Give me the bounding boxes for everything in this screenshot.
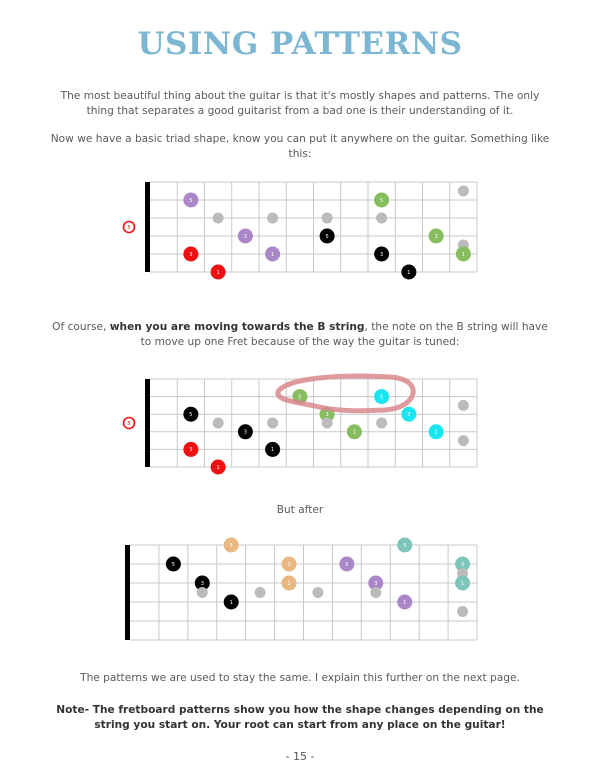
fretboard-nut [125,545,130,640]
note-dot-label: 5 [380,197,384,204]
fretboard-diagram-3 [0,535,600,645]
note-dot-gray [322,418,333,429]
note-dot-gray [267,418,278,429]
note-dot-label: 1 [352,429,356,436]
note-dot-label: 5 [189,412,193,418]
note-dot-label: 3 [460,561,465,568]
note-dot-gray [197,587,208,598]
page-number: - 15 - [285,750,315,763]
note-dot-label: 1 [216,464,220,471]
note-dot-gray [376,418,387,429]
fretboard-nut [145,182,150,272]
note-dot-label: 3 [434,233,438,240]
note-dot-label: 5 [298,394,302,401]
note-dot-gray [458,400,469,411]
note-dot-gray [376,213,387,224]
note-dot-label: 5 [189,197,193,204]
note-dot-gray [213,418,224,429]
note-dot-label: 1 [287,580,291,587]
fretboard-diagram-2 [0,370,600,480]
note-dot-gray [370,587,381,598]
note-dot-label: 5 [325,233,329,240]
note-dot-label: 5 [403,542,407,549]
note-dot-label: 1 [216,269,220,276]
note-dot-gray [255,587,266,598]
note-dot-label: 1 [271,251,275,258]
note-dot-label: 1 [403,599,407,606]
note-dot-label: 1 [461,251,465,258]
note-dot-label: 3 [287,561,291,568]
note-dot-label: 3 [243,429,247,436]
b-string-paragraph [50,320,550,350]
patterns-same-text: The patterns we are used to stay the same. I explain this further on the next page. [80,672,520,684]
but-after-text: But after [276,504,324,516]
note-dot-label: 5 [380,394,384,401]
note-dot-label: 5 [229,542,233,549]
note-dot-label: 1 [407,269,411,276]
intro-paragraph-2: Now we have a basic triad shape, know you can put it anywhere on the guitar. Something like this: [50,133,550,160]
root-marker-label: 5 [127,420,131,427]
b-string-text-prefix: Of course, [52,321,110,333]
note-dot-label: 3 [380,251,384,258]
fretboard-diagram-1 [0,175,600,285]
note-dot-label: 3 [189,251,193,258]
note-dot-gray [457,606,468,617]
note-text: Note- The fretboard patterns show you how the shape changes depending on the string you start on. Your root can start from any place on the guitar! [56,704,544,731]
root-marker-label: 5 [127,224,131,231]
note-dot-gray [458,186,469,197]
note-dot-label: 1 [229,599,233,606]
fretboard-nut [145,379,150,467]
note-dot-label: 3 [325,412,329,418]
b-string-text-bold: when you are moving towards the B string [109,321,365,333]
intro-paragraph-1: The most beautiful thing about the guitar is that it's mostly shapes and patterns. The only thing that separates a good guitarist from a bad one is their understanding of it. [60,90,540,117]
page-title: USING PATTERNS [137,26,463,62]
note-dot-label: 1 [271,447,275,454]
b-string-text-suffix: , the note on the B string will have to move up one Fret because of the way the guitar is tuned: [140,321,548,348]
note-dot-label: 3 [374,580,378,587]
note-dot-label: 5 [345,561,349,568]
note-dot-gray [322,213,333,224]
note-dot-label: 3 [407,412,411,418]
note-dot-label: 1 [434,429,438,436]
note-dot-label: 5 [171,561,175,568]
note-dot-gray [312,587,323,598]
note-dot-label: 3 [200,580,204,587]
note-dot-gray [267,213,278,224]
note-dot-gray [458,435,469,446]
note-dot-label: 3 [243,233,247,240]
note-dot-label: 1 [460,580,465,587]
note-dot-label: 3 [189,447,193,454]
note-dot-gray [213,213,224,224]
